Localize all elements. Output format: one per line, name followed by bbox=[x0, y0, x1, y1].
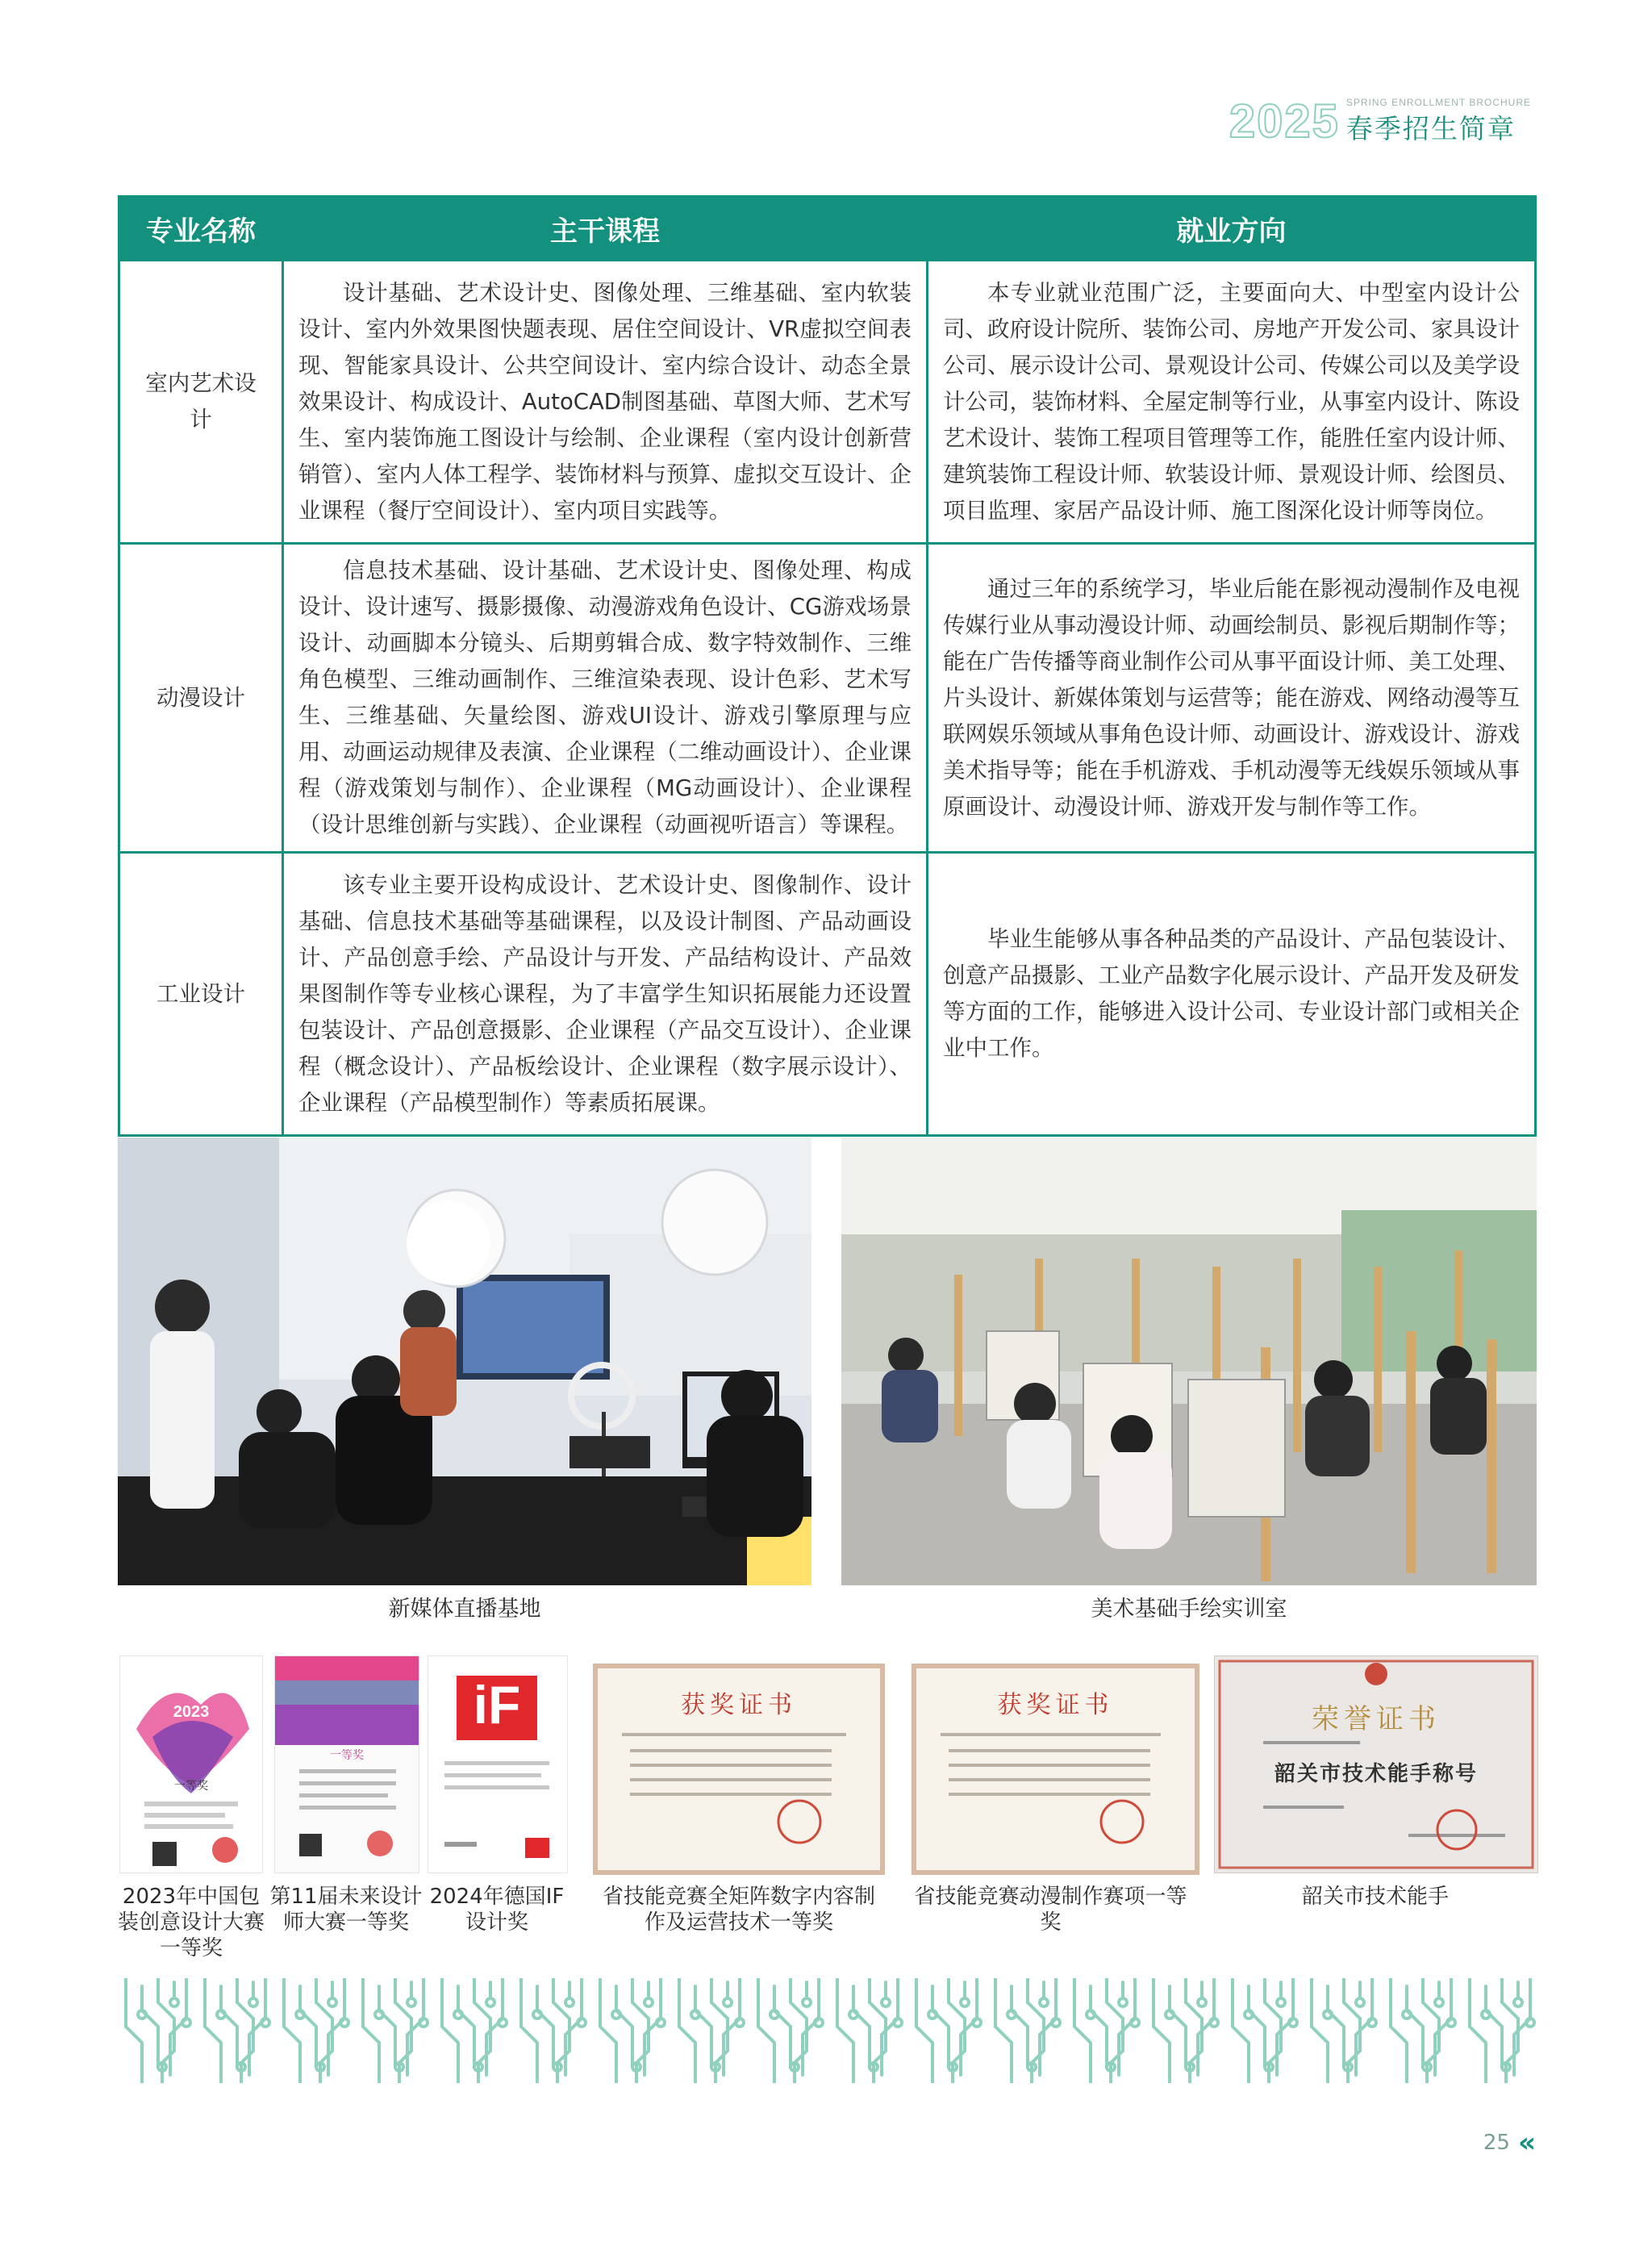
livestream-photo-illustration bbox=[118, 1138, 811, 1585]
certificate-provincial-digital bbox=[593, 1664, 885, 1875]
certificate-technical-expert-illustration bbox=[1215, 1656, 1537, 1873]
certificate-provincial-digital-illustration bbox=[598, 1668, 870, 1860]
courses-text: 信息技术基础、设计基础、艺术设计史、图像处理、构成设计、设计速写、摄影摄像、动漫游戏角色设计、CG游戏场景设计、动画脚本分镜头、后期剪辑合成、数字特效制作、三维角色模型、三维动画制作、三维渲染表现、设计色彩、艺术写生、三维基础、矢量绘图、游戏UI设计、游戏引擎原理与应用、动画运动规律及表演、企业课程（二维动画设计）、企业课程（游戏策划与制作）、企业课程（MG动画设计）、企业课程（设计思维创新与实践）、企业课程（动画视听语言）等课程。 bbox=[298, 557, 912, 837]
table-row bbox=[119, 544, 1536, 853]
major-name: 室内艺术设计 bbox=[119, 261, 283, 544]
page-header bbox=[1229, 94, 1531, 148]
header-year: 2025 bbox=[1229, 94, 1340, 148]
certificate-provincial-animation bbox=[912, 1664, 1199, 1875]
photo-livestream-studio bbox=[118, 1138, 811, 1585]
certificate-future-designer-illustration bbox=[275, 1656, 419, 1873]
major-career bbox=[928, 853, 1536, 1136]
courses-text: 设计基础、艺术设计史、图像处理、三维基础、室内软装设计、室内外效果图快题表现、居住空间设计、VR虚拟空间表现、智能家具设计、公共空间设计、室内综合设计、动态全景效果设计、构成设计、AutoCAD制图基础、草图大师、艺术写生、室内装饰施工图设计与绘制、企业课程（室内设计创新营销管）、室内人体工程学、装饰材料与预算、虚拟交互设计、企业课程（餐厅空间设计）、室内项目实践等。 bbox=[298, 279, 912, 524]
table-header-row bbox=[119, 197, 1536, 261]
certificate-caption: 第11届未来设计师大赛一等奖 bbox=[269, 1885, 423, 1935]
header-major-name: 专业名称 bbox=[119, 197, 283, 261]
career-text: 毕业生能够从事各种品类的产品设计、产品包装设计、创意产品摄影、工业产品数字化展示设计、产品开发及研发等方面的工作，能够进入设计公司、专业设计部门或相关企业中工作。 bbox=[943, 926, 1520, 1061]
certificate-if-illustration bbox=[428, 1656, 567, 1873]
double-chevron-left-icon: ‹‹ bbox=[1517, 2127, 1531, 2159]
career-text: 通过三年的系统学习，毕业后能在影视动漫制作及电视传媒行业从事动漫设计师、动画绘制员、影视后期制作等；能在广告传播等商业制作公司从事平面设计师、美工处理、片头设计、新媒体策划与运营等；能在游戏、网络动漫等互联网娱乐领域从事角色设计师、动画设计、游戏设计、游戏美术指导等；能在手机游戏、手机动漫等无线娱乐领域从事原画设计、动漫设计师、游戏开发与制作等工作。 bbox=[943, 575, 1520, 820]
certificate-prize: 一等奖 bbox=[330, 1749, 364, 1762]
header-text bbox=[1346, 97, 1531, 146]
certificate-year: 2023 bbox=[173, 1703, 210, 1721]
certificate-heading: 获奖证书 bbox=[681, 1691, 797, 1719]
header-subtitle: SPRING ENROLLMENT BROCHURE bbox=[1345, 96, 1531, 108]
certificate-caption: 2023年中国包装创意设计大赛一等奖 bbox=[117, 1885, 265, 1960]
majors-table bbox=[118, 195, 1537, 1137]
major-career bbox=[928, 261, 1536, 544]
table-row bbox=[119, 261, 1536, 544]
major-courses bbox=[283, 853, 928, 1136]
photo-caption-livestream: 新媒体直播基地 bbox=[388, 1597, 541, 1622]
page-number bbox=[1483, 2127, 1531, 2159]
certificate-heading: 获奖证书 bbox=[997, 1691, 1114, 1719]
if-logo: iF bbox=[473, 1675, 521, 1735]
certificate-caption: 韶关市技术能手 bbox=[1301, 1885, 1449, 1909]
major-career bbox=[928, 544, 1536, 853]
header-career: 就业方向 bbox=[928, 197, 1536, 261]
major-name: 工业设计 bbox=[119, 853, 283, 1136]
circuit-pattern-decoration bbox=[118, 1978, 1537, 2083]
page-number-text: 25 bbox=[1483, 2131, 1510, 2155]
major-courses bbox=[283, 544, 928, 853]
major-courses bbox=[283, 261, 928, 544]
certificate-if-award bbox=[428, 1655, 568, 1873]
certificate-packaging-design bbox=[119, 1655, 263, 1873]
courses-text: 该专业主要开设构成设计、艺术设计史、图像制作、设计基础、信息技术基础等基础课程，以及设计制图、产品动画设计、产品创意手绘、产品设计与开发、产品结构设计、产品效果图制作等专业核心课程，为了丰富学生知识拓展能力还设置包装设计、产品创意摄影、企业课程（产品交互设计）、企业课程（概念设计）、产品板绘设计、企业课程（数字展示设计）、企业课程（产品模型制作）等素质拓展课。 bbox=[298, 871, 912, 1116]
certificate-caption: 省技能竞赛动漫制作赛项一等奖 bbox=[914, 1885, 1187, 1935]
certificate-prize: 一等奖 bbox=[174, 1780, 208, 1793]
certificate-heading: 荣誉证书 bbox=[1312, 1703, 1441, 1735]
drawing-studio-photo-illustration bbox=[841, 1138, 1537, 1585]
photo-drawing-studio bbox=[841, 1138, 1537, 1585]
table-row bbox=[119, 853, 1536, 1136]
photo-caption-drawing-studio: 美术基础手绘实训室 bbox=[1091, 1597, 1287, 1622]
certificate-caption: 省技能竞赛全矩阵数字内容制作及运营技术一等奖 bbox=[602, 1885, 875, 1935]
certificate-future-designer bbox=[274, 1655, 419, 1873]
certificate-packaging-illustration bbox=[120, 1656, 262, 1873]
certificate-caption: 2024年德国IF设计奖 bbox=[429, 1885, 565, 1935]
certificate-provincial-animation-illustration bbox=[916, 1668, 1185, 1860]
header-courses: 主干课程 bbox=[283, 197, 928, 261]
certificate-subheading: 韶关市技术能手称号 bbox=[1274, 1762, 1478, 1786]
major-name: 动漫设计 bbox=[119, 544, 283, 853]
career-text: 本专业就业范围广泛，主要面向大、中型室内设计公司、政府设计院所、装饰公司、房地产开发公司、家具设计公司、展示设计公司、景观设计公司、传媒公司以及美学设计公司，装饰材料、全屋定制等行业，从事室内设计、陈设艺术设计、装饰工程项目管理等工作，能胜任室内设计师、建筑装饰工程设计师、软装设计师、景观设计师、绘图员、项目监理、家居产品设计师、施工图深化设计师等岗位。 bbox=[943, 279, 1520, 524]
certificate-technical-expert bbox=[1214, 1655, 1538, 1873]
header-title: 春季招生简章 bbox=[1345, 112, 1516, 144]
